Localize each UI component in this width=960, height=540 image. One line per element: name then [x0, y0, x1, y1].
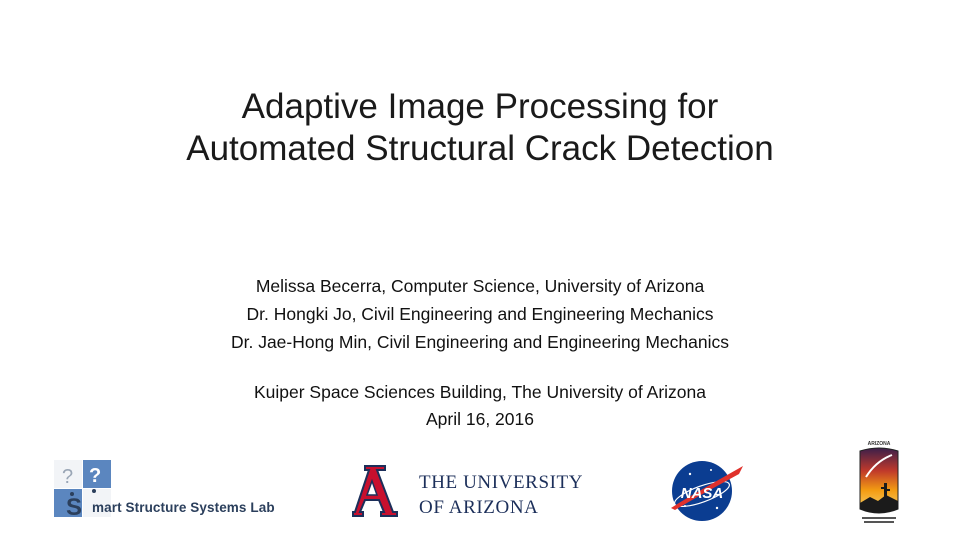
arizona-space-grant-logo: [856, 441, 902, 525]
nasa-meatball-icon: [665, 458, 745, 524]
svg-text:?: ?: [89, 465, 102, 487]
ssl-label: mart Structure Systems Lab: [92, 500, 275, 515]
ua-line-2: OF ARIZONA: [419, 497, 539, 518]
venue-line: Kuiper Space Sciences Building, The University of Arizona: [253, 382, 706, 402]
space-grant-emblem-icon: [856, 447, 902, 527]
author-line-1: Melissa Becerra, Computer Science, University of Arizona: [255, 276, 705, 296]
title-line-1: Adaptive Image Processing for: [241, 87, 719, 126]
nasa-wordmark: NASA: [680, 485, 724, 502]
title-line-2: Automated Structural Crack Detection: [186, 129, 774, 168]
arizona-a-icon: [350, 462, 410, 522]
nasa-logo: [665, 458, 745, 524]
author-line-3: Dr. Jae-Hong Min, Civil Engineering and Engineering Mechanics: [230, 332, 730, 352]
university-of-arizona-logo: [350, 462, 584, 522]
date-line: April 16, 2016: [426, 409, 534, 429]
svg-text:?: ?: [62, 466, 74, 488]
smart-structure-systems-lab-logo: [52, 458, 277, 524]
ssl-letter-s: S: [66, 494, 83, 521]
author-line-2: Dr. Hongki Jo, Civil Engineering and Engineering Mechanics: [246, 304, 714, 324]
ua-line-1: THE UNIVERSITY: [419, 472, 584, 493]
space-grant-top-text: ARIZONA: [867, 441, 891, 447]
